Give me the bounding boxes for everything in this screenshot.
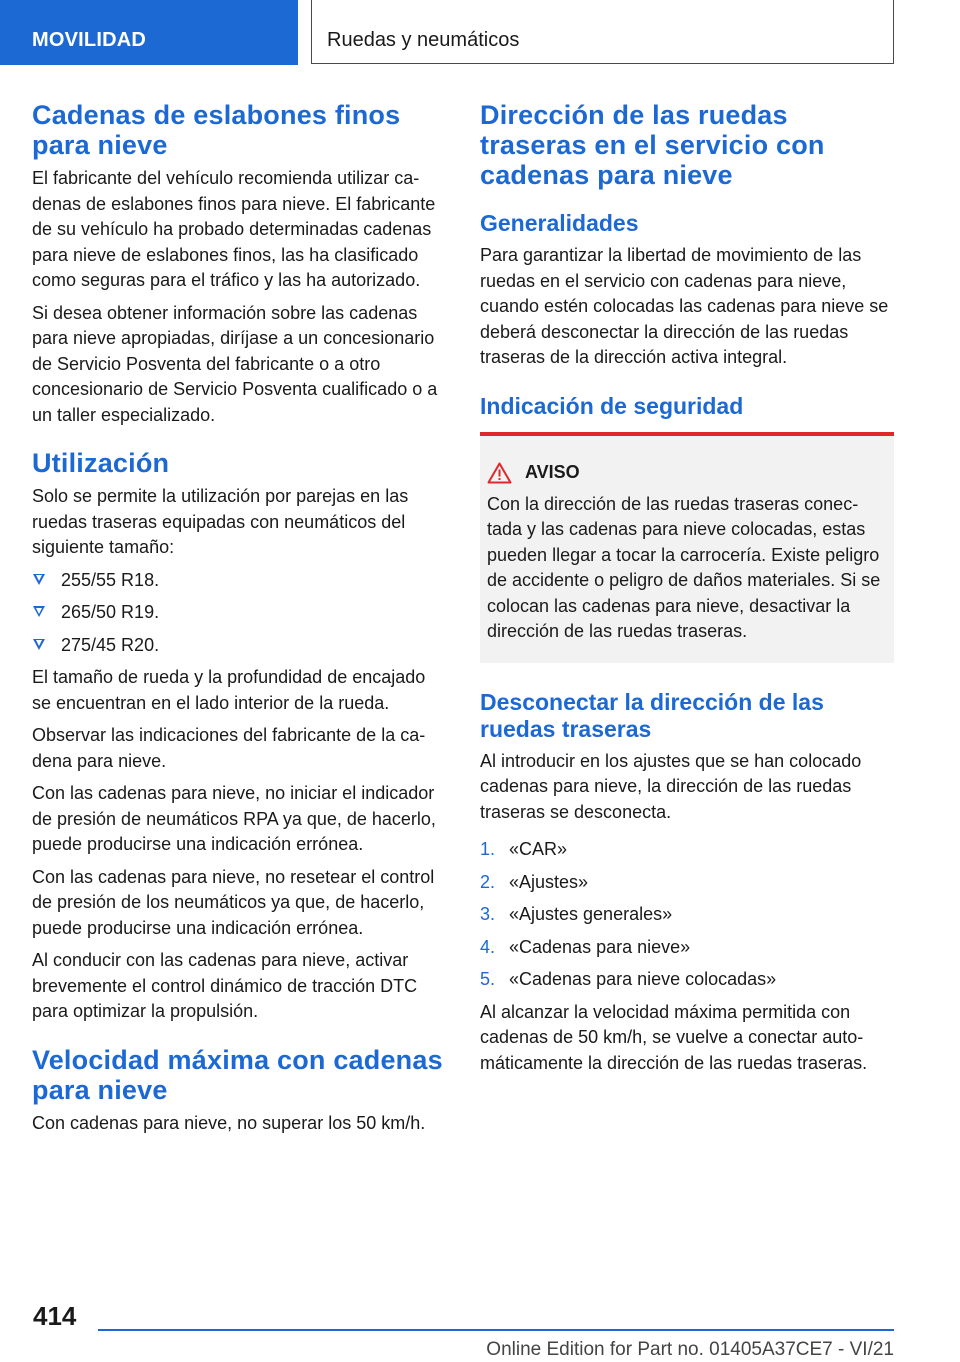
step-item: 4. «Cadenas para nieve»	[480, 936, 691, 957]
paragraph: Para garantizar la libertad de movimiento de las ruedas en el servicio con cadenas para nieve, cuando estén colocadas las cadenas para nieve se deberá desconectar la dirección de las ruedas traseras de la dirección activa integral.	[480, 245, 889, 367]
list-item: 275/45 R20.	[32, 633, 448, 659]
paragraph: Solo se permite la utilización por parejas en las ruedas traseras equipadas con neumáticos del siguiente tamaño:	[32, 486, 409, 557]
heading-direccion: Dirección de las ruedas traseras en el servicio con cadenas para nieve	[480, 100, 825, 190]
paragraph: Con las cadenas para nieve, no iniciar el indicador de presión de neumáticos RPA ya que, de hacerlo, puede producirse una indicación errónea.	[32, 783, 436, 854]
paragraph: Al introducir en los ajustes que se han colocado cadenas para nieve, la dirección de las ruedas traseras se desconecta.	[480, 750, 862, 822]
paragraph: Al alcanzar la velocidad máxima permitida con cadenas de 50 km/h, se vuelve a conectar automáticamente la dirección de las ruedas traseras.	[480, 1001, 868, 1073]
step-item: 5. «Cadenas para nieve colocadas»	[480, 969, 777, 989]
paragraph: Con cadenas para nieve, no superar los 50 km/h.	[32, 1112, 426, 1133]
paragraph: Al conducir con las cadenas para nieve, activar brevemente el control dinámico de tracción DTC para optimizar la propulsión.	[32, 950, 418, 1021]
paragraph: Observar las indicaciones del fabricante de la cadena para nieve.	[32, 725, 426, 771]
tire-size-list	[32, 568, 448, 659]
triangle-bullet-icon	[33, 574, 45, 585]
warning-title: AVISO	[487, 462, 887, 484]
paragraph: El fabricante del vehículo recomienda utilizar cadenas de eslabones finos para nieve. El fabricante de su vehículo ha probado determinadas cadenas para nieve de eslabones finos, las ha clasificado como seguras para el tráfico y las ha autorizado.	[32, 168, 436, 290]
section-tab	[0, 0, 298, 65]
list-item: 265/50 R19.	[32, 600, 448, 626]
chapter-tab	[311, 0, 894, 64]
paragraph: Con las cadenas para nieve, no resetear el control de presión de los neumáticos ya que, de hacerlo, puede producirse una indicación errónea.	[32, 866, 435, 938]
triangle-bullet-icon	[33, 606, 45, 617]
warning-text: Con la dirección de las ruedas traseras conectada y las cadenas para nieve colocadas, estas pueden llegar a tocar la carrocería. Existe peligro de accidente o peligro de daños materiales. Si se colocan las cadenas para nieve, desactivar la dirección de las ruedas traseras.	[487, 493, 881, 641]
section-title: MOVILIDAD	[32, 29, 147, 51]
heading-velocidad: Velocidad máxima con cadenas para nieve	[32, 1044, 443, 1105]
heading-generalidades: Generalidades	[480, 210, 639, 236]
heading-utilizacion: Utilización	[32, 448, 170, 478]
edition-note: Online Edition for Part no. 01405A37CE7 - VI/21	[486, 1339, 894, 1360]
paragraph: El tamaño de rueda y la profundidad de encajado se encuentran en el lado interior de la rueda.	[32, 667, 426, 713]
heading-seguridad: Indicación de seguridad	[480, 392, 744, 419]
right-column	[480, 100, 894, 1076]
paragraph: Si desea obtener información sobre las cadenas para nieve apropiadas, diríjase a un concesionario de Servicio Posventa del fabricante o a otro concesionario de Servicio Posventa cualificado o a un taller especializado.	[32, 302, 438, 425]
step-item: 3. «Ajustes generales»	[480, 904, 673, 924]
warning-triangle-icon	[487, 462, 512, 484]
list-item: 255/55 R18.	[32, 568, 448, 594]
steps-list	[480, 837, 894, 993]
chapter-title: Ruedas y neumáticos	[327, 29, 520, 51]
triangle-bullet-icon	[33, 639, 45, 650]
footer-divider	[98, 1329, 894, 1331]
heading-desconectar: Desconectar la dirección de las ruedas traseras	[480, 688, 824, 742]
page-number: 414	[33, 1301, 77, 1331]
heading-cadenas: Cadenas de eslabones finos para nieve	[32, 100, 401, 160]
step-item: 1. «CAR»	[480, 839, 568, 859]
step-item: 2. «Ajustes»	[480, 871, 589, 892]
warning-box	[480, 432, 894, 663]
left-column	[32, 100, 448, 1136]
